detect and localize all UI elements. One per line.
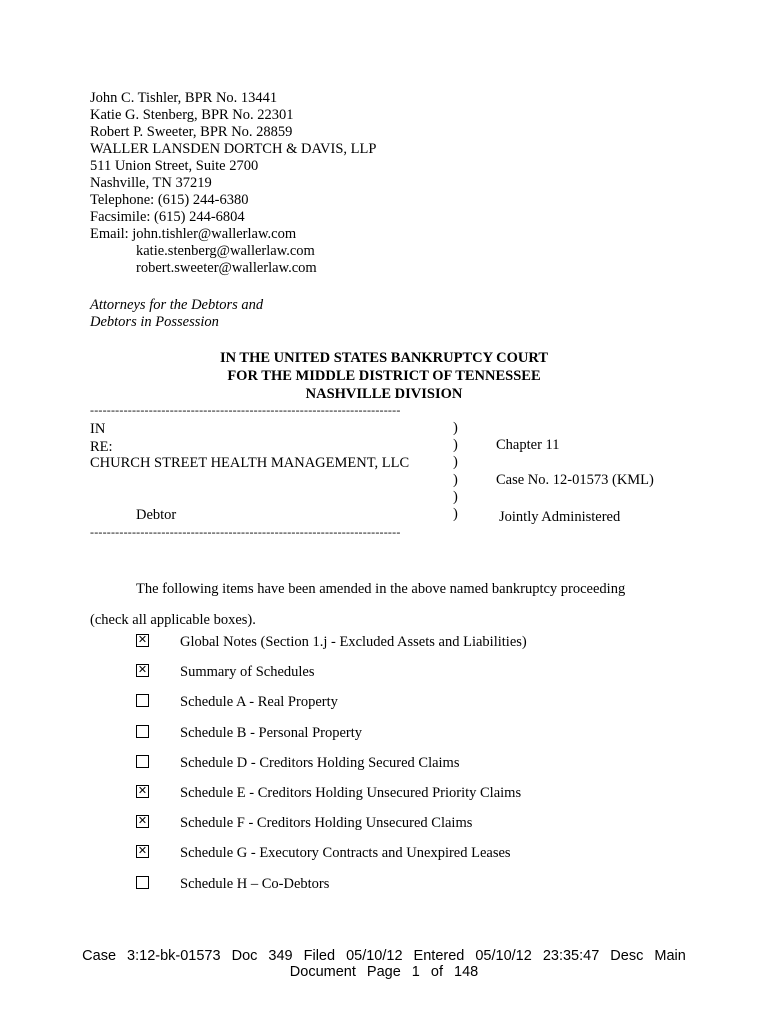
paren: )	[453, 471, 458, 488]
firm-address: 511 Union Street, Suite 2700	[90, 158, 259, 174]
checked-box-icon[interactable]: ✕	[137, 633, 148, 646]
checklist-item-label: Schedule B - Personal Property	[180, 724, 363, 741]
role-line: Debtors in Possession	[90, 314, 219, 330]
firm-city: Nashville, TN 37219	[90, 175, 212, 191]
paren: )	[453, 454, 458, 471]
checklist-item-label: Schedule G - Executory Contracts and Unexpired Leases	[180, 845, 511, 862]
empty-box-icon[interactable]	[136, 725, 149, 738]
checklist-item-label: Schedule H – Co-Debtors	[180, 875, 330, 892]
page-footer	[0, 948, 768, 980]
jointly-administered: Jointly Administered	[499, 509, 621, 525]
court-line: FOR THE MIDDLE DISTRICT OF TENNESSEE	[227, 368, 541, 384]
role-line: Attorneys for the Debtors and	[90, 297, 264, 313]
paren: )	[453, 420, 458, 436]
court-line: IN THE UNITED STATES BANKRUPTCY COURT	[219, 350, 549, 366]
in-re-label: IN RE:	[90, 421, 113, 455]
chapter: Chapter 11	[496, 437, 560, 453]
intro-line: (check all applicable boxes).	[90, 612, 256, 628]
empty-box-icon[interactable]	[136, 755, 149, 768]
checklist-item-label: Schedule E - Creditors Holding Unsecured Priority Claims	[180, 784, 522, 801]
firm-name: WALLER LANSDEN DORTCH & DAVIS, LLP	[90, 141, 377, 157]
paren: )	[453, 437, 458, 454]
email-line: robert.sweeter@wallerlaw.com	[136, 260, 317, 276]
paren: )	[453, 505, 458, 522]
debtor-label: Debtor	[136, 507, 177, 523]
attorney-line: John C. Tishler, BPR No. 13441	[90, 90, 278, 106]
telephone: Telephone: (615) 244-6380	[90, 192, 249, 208]
court-line: NASHVILLE DIVISION	[305, 386, 463, 402]
paren: )	[453, 488, 458, 505]
checklist-item-label: Schedule D - Creditors Holding Secured Claims	[180, 754, 460, 771]
intro-line: The following items have been amended in the above named bankruptcy proceeding	[136, 581, 626, 597]
attorney-line: Katie G. Stenberg, BPR No. 22301	[90, 107, 294, 123]
attorney-block	[90, 90, 376, 277]
debtor-name: CHURCH STREET HEALTH MANAGEMENT, LLC	[90, 455, 410, 471]
checklist-item-label: Global Notes (Section 1.j - Excluded Assets and Liabilities)	[180, 634, 527, 650]
checked-box-icon[interactable]: ✕	[137, 663, 148, 677]
case-number: Case No. 12-01573 (KML)	[496, 472, 654, 488]
caption-parens	[453, 420, 458, 523]
footer-page-line: Document Page 1 of 148	[289, 964, 479, 980]
empty-box-icon[interactable]	[136, 694, 149, 707]
intro-paragraph	[90, 574, 690, 636]
checked-box-icon[interactable]: ✕	[137, 844, 148, 858]
empty-box-icon[interactable]	[136, 876, 149, 889]
checklist-item-label: Summary of Schedules	[180, 664, 315, 681]
checklist-item-label: Schedule A - Real Property	[180, 694, 338, 711]
footer-case-line: Case 3:12-bk-01573 Doc 349 Filed 05/10/12 Entered 05/10/12 23:35:47 Desc Main	[82, 948, 686, 964]
attorney-role	[90, 297, 263, 331]
attorney-line: Robert P. Sweeter, BPR No. 28859	[90, 124, 293, 140]
email-line: katie.stenberg@wallerlaw.com	[136, 243, 315, 259]
court-heading	[90, 349, 678, 403]
checked-box-icon[interactable]: ✕	[137, 783, 148, 797]
caption-separator-top: --------------------------------------------------------------------------	[90, 403, 401, 417]
checklist-item-label: Schedule F - Creditors Holding Unsecured Claims	[180, 815, 473, 832]
checked-box-icon[interactable]: ✕	[137, 814, 148, 828]
caption-separator-bottom: --------------------------------------------------------------------------	[90, 525, 401, 539]
facsimile: Facsimile: (615) 244-6804	[90, 209, 245, 225]
email-line: Email: john.tishler@wallerlaw.com	[90, 226, 297, 242]
